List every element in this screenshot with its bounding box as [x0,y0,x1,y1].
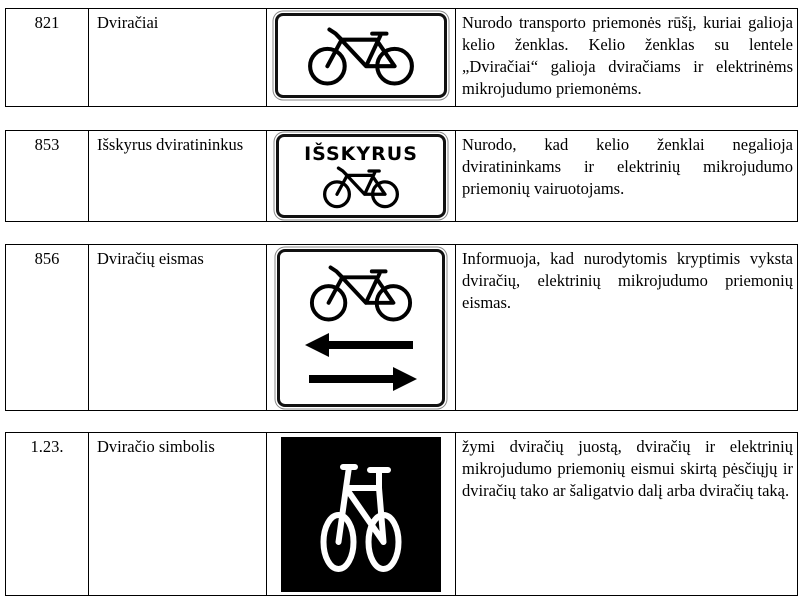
bicycle-symbol-icon [316,455,406,575]
table-row [5,130,798,222]
sign-number: 853 [6,131,89,221]
bicycle-icon [307,263,415,323]
bicycle-icon [321,165,401,209]
sign-image-cell [267,433,456,595]
bicycle-road-marking [281,437,441,592]
sign-name: Dviračių eismas [89,245,267,410]
table-row [5,8,798,107]
bicycle-traffic-sign [277,249,445,407]
sign-image-cell [267,9,456,106]
two-way-arrows-icon [305,333,417,393]
sign-description: Informuoja, kad nurodytomis kryptimis vyksta dviračių, elektrinių mikrojudumo priemonių eismas. [462,249,793,312]
sign-name: Dviračiai [89,9,267,106]
table-row [5,244,798,411]
sign-number: 821 [6,9,89,106]
sign-image-cell [267,131,456,221]
sign-description: Nurodo, kad kelio ženklai negalioja dviratininkams ir elektrinių mikrojudumo priemonių vairuotojams. [462,135,793,198]
table-row [5,432,798,596]
sign-name: Išskyrus dviratininkus [89,131,267,221]
sign-number: 856 [6,245,89,410]
sign-name: Dviračio simbolis [89,433,267,595]
sign-text: IŠSKYRUS [304,143,418,165]
sign-description: žymi dviračių juostą, dviračių ir elektrinių mikrojudumo priemonių eismui skirtą pėsčiųjų ir dviračių tako ar šaligatvio dalį arba dviračių taką. [462,437,793,500]
sign-description: Nurodo transporto priemonės rūšį, kuriai galioja kelio ženklas. Kelio ženklas su lentele „Dviračiai“ galioja dviračiams ir elektrinėms mikrojudumo priemonėms. [462,13,793,98]
sign-number: 1.23. [6,433,89,595]
bicycle-icon [305,25,417,87]
sign-image-cell [267,245,456,410]
bicycle-sign [275,13,447,98]
except-cyclists-sign [276,134,446,218]
